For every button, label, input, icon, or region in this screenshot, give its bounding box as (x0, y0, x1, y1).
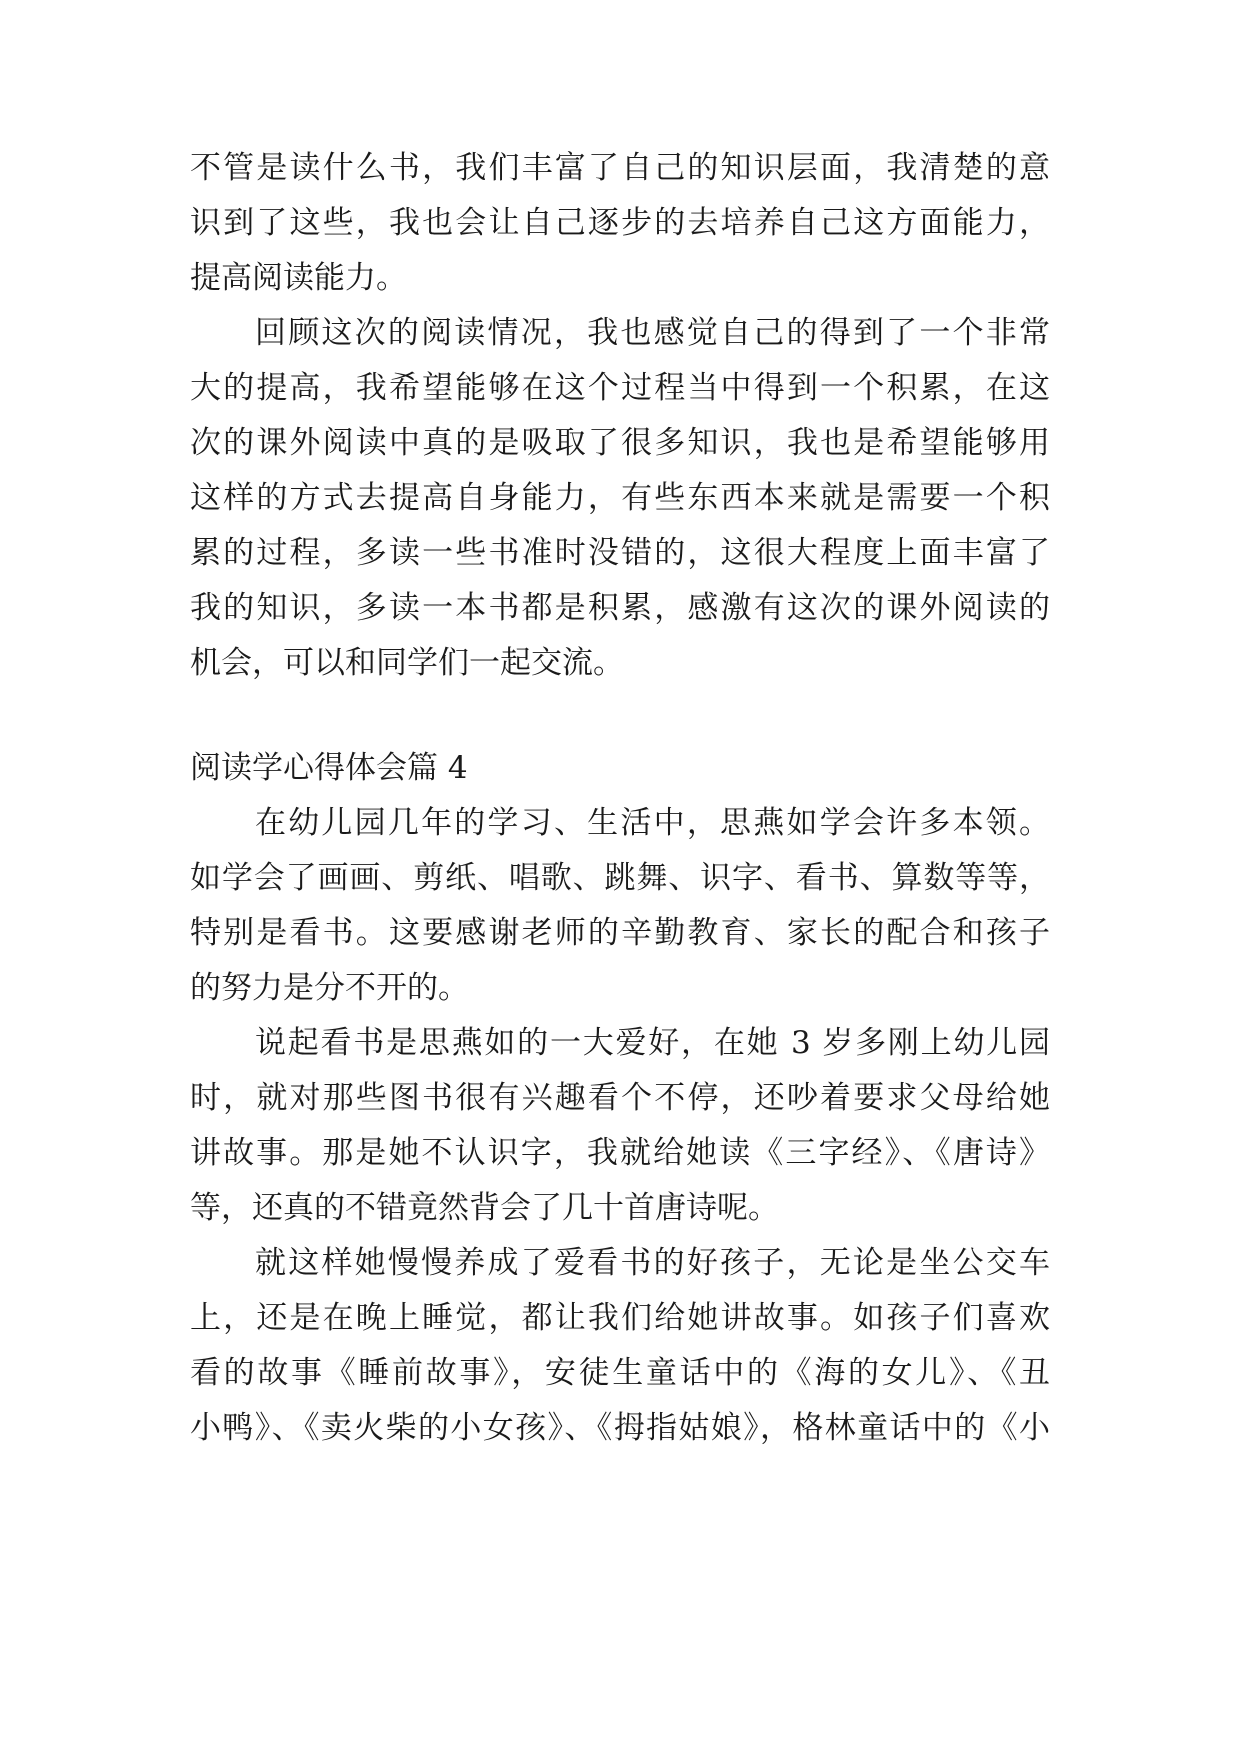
paragraph-line: 上，还是在晚上睡觉，都让我们给她讲故事。如孩子们喜欢 (190, 1300, 1050, 1336)
paragraph-line: 如学会了画画、剪纸、唱歌、跳舞、识字、看书、算数等等， (190, 860, 1050, 896)
paragraph-line: 累的过程，多读一些书准时没错的，这很大程度上面丰富了 (190, 535, 1050, 571)
paragraph-line: 在幼儿园几年的学习、生活中，思燕如学会许多本领。 (255, 805, 1050, 841)
paragraph-line: 我的知识，多读一本书都是积累，感激有这次的课外阅读的 (190, 590, 1050, 626)
section-heading: 阅读学心得体会篇 4 (190, 750, 468, 786)
paragraph-line: 说起看书是思燕如的一大爱好，在她 3 岁多刚上幼儿园 (255, 1025, 1050, 1061)
paragraph-line: 看的故事《睡前故事》，安徒生童话中的《海的女儿》、《丑 (190, 1355, 1050, 1391)
paragraph-line: 大的提高，我希望能够在这个过程当中得到一个积累，在这 (190, 370, 1050, 406)
paragraph-line: 机会，可以和同学们一起交流。 (190, 645, 624, 681)
paragraph-line: 不管是读什么书，我们丰富了自己的知识层面，我清楚的意 (190, 150, 1050, 186)
paragraph-line: 特别是看书。这要感谢老师的辛勤教育、家长的配合和孩子 (190, 915, 1050, 951)
paragraph-line: 时，就对那些图书很有兴趣看个不停，还吵着要求父母给她 (190, 1080, 1050, 1116)
paragraph-line: 提高阅读能力。 (190, 260, 407, 296)
paragraph-line: 小鸭》、《卖火柴的小女孩》、《拇指姑娘》，格林童话中的《小 (190, 1410, 1050, 1446)
paragraph-line: 次的课外阅读中真的是吸取了很多知识，我也是希望能够用 (190, 425, 1050, 461)
paragraph-line: 等，还真的不错竟然背会了几十首唐诗呢。 (190, 1190, 779, 1226)
paragraph-line: 讲故事。那是她不认识字，我就给她读《三字经》、《唐诗》 (190, 1135, 1050, 1171)
paragraph-line: 这样的方式去提高自身能力，有些东西本来就是需要一个积 (190, 480, 1050, 516)
paragraph-line: 就这样她慢慢养成了爱看书的好孩子，无论是坐公交车 (255, 1245, 1050, 1281)
paragraph-line: 识到了这些，我也会让自己逐步的去培养自己这方面能力， (190, 205, 1050, 241)
paragraph-line: 回顾这次的阅读情况，我也感觉自己的得到了一个非常 (255, 315, 1050, 351)
paragraph-line: 的努力是分不开的。 (190, 970, 469, 1006)
